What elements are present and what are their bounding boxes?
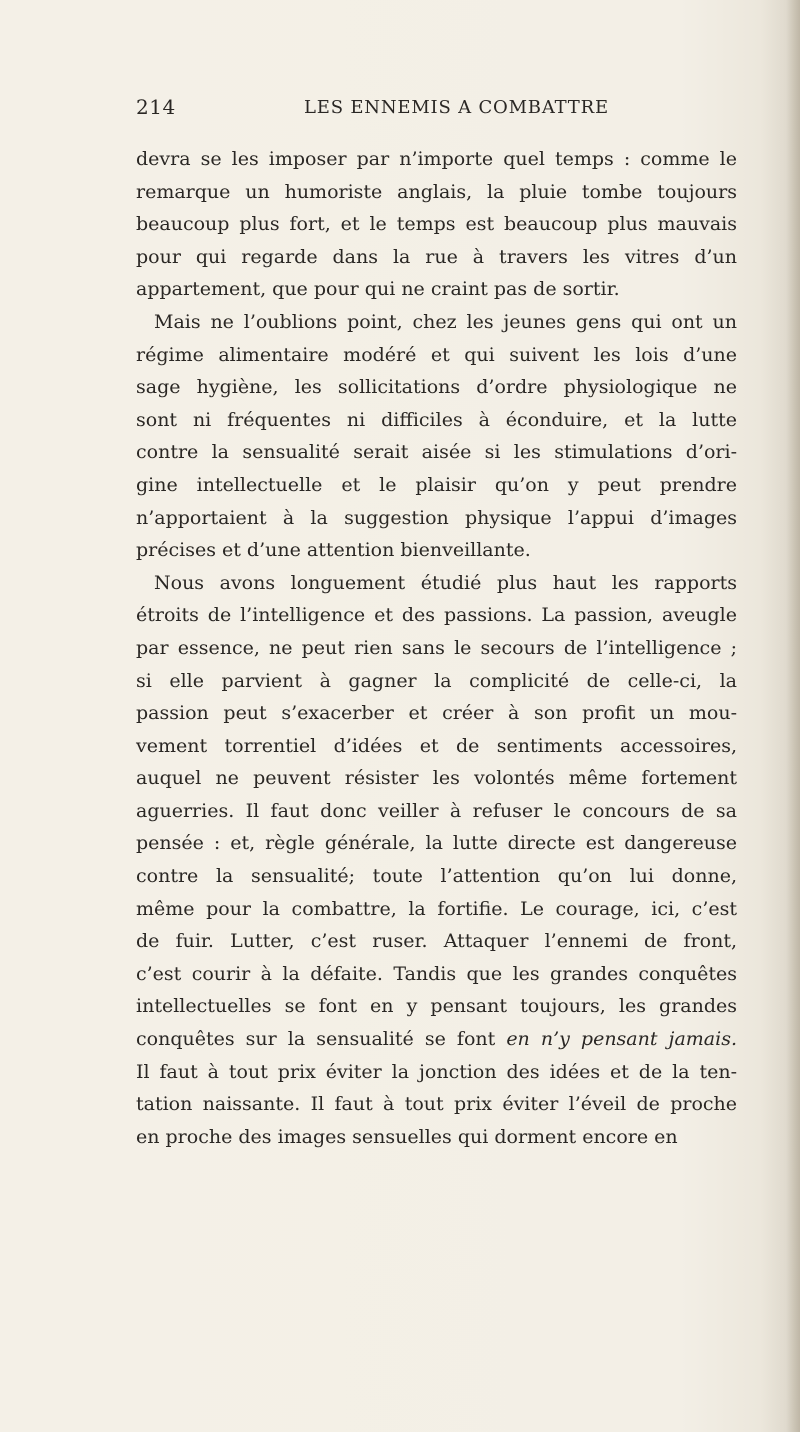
text-line: de fuir. Lutter, c’est ruser. Attaquer l’ennemi de front, [136, 930, 737, 953]
text-line: même pour la combattre, la fortifie. Le courage, ici, c’est [136, 897, 737, 920]
text-line: beaucoup plus fort, et le temps est beaucoup plus mauvais [136, 213, 737, 236]
text-line: pensée : et, règle générale, la lutte directe est dangereuse [136, 832, 737, 855]
page-number: 214 [136, 95, 176, 119]
text-line: pour qui regarde dans la rue à travers les vitres d’un [136, 245, 737, 268]
text-line: contre la sensualité; toute l’attention qu’on lui donne, [136, 865, 737, 888]
text-line: intellectuelles se font en y pensant toujours, les grandes [136, 995, 737, 1018]
text-line: aguerries. Il faut donc veiller à refuser le concours de sa [136, 799, 737, 822]
text-line: remarque un humoriste anglais, la pluie tombe toujours [136, 180, 737, 203]
text-line: auquel ne peuvent résister les volontés même fortement [136, 767, 737, 790]
text-line: gine intellectuelle et le plaisir qu’on y peut prendre [136, 473, 737, 496]
body-text [136, 143, 737, 1153]
text-line-with-italic [136, 1023, 737, 1056]
text-line: précises et d’une attention bienveillante. [136, 539, 531, 562]
text-line: étroits de l’intelligence et des passions. La passion, aveugle [136, 604, 737, 627]
text-line: vement torrentiel d’idées et de sentiments accessoires, [136, 734, 737, 757]
text-line: appartement, que pour qui ne craint pas de sortir. [136, 278, 620, 301]
page-header [136, 95, 736, 125]
text-line: contre la sensualité serait aisée si les stimulations d’ori- [136, 441, 737, 464]
text-line: devra se les imposer par n’importe quel temps : comme le [136, 148, 737, 170]
text-segment: conquêtes sur la sensualité se font [136, 1028, 496, 1051]
text-line: n’apportaient à la suggestion physique l’appui d’images [136, 506, 737, 529]
text-line: sont ni fréquentes ni difficiles à éconduire, et la lutte [136, 408, 737, 431]
text-line: tation naissante. Il faut à tout prix éviter l’éveil de proche [136, 1093, 737, 1116]
text-line: c’est courir à la défaite. Tandis que les grandes conquêtes [136, 962, 737, 985]
text-line: en proche des images sensuelles qui dorment encore en [136, 1125, 678, 1148]
text-line: Il faut à tout prix éviter la jonction des idées et de la ten- [136, 1060, 737, 1083]
text-line: Mais ne l’oublions point, chez les jeunes gens qui ont un [154, 310, 737, 333]
running-head: LES ENNEMIS A COMBATTRE [304, 97, 609, 118]
text-line: si elle parvient à gagner la complicité de celle-ci, la [136, 669, 737, 692]
text-line: Nous avons longuement étudié plus haut les rapports [154, 571, 737, 594]
text-line: sage hygiène, les sollicitations d’ordre physiologique ne [136, 376, 737, 399]
text-line: régime alimentaire modéré et qui suivent les lois d’une [136, 343, 737, 366]
page-edge-shadow [786, 0, 800, 1432]
text-line: passion peut s’exacerber et créer à son profit un mou- [136, 702, 737, 725]
text-line: par essence, ne peut rien sans le secours de l’intelligence ; [136, 636, 737, 659]
italic-phrase: en n’y pensant jamais. [506, 1028, 737, 1051]
